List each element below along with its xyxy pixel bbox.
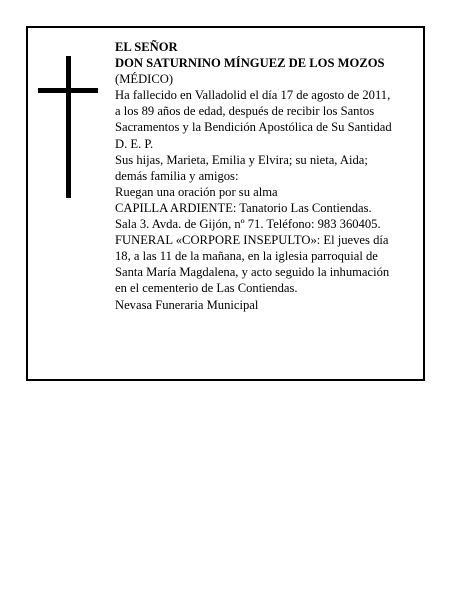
notice-line: FUNERAL «CORPORE INSEPULTO»: El jueves día — [115, 233, 389, 248]
notice-text — [115, 39, 421, 313]
notice-line: CAPILLA ARDIENTE: Tanatorio Las Contiendas. — [115, 200, 372, 215]
notice-line: en el cementerio de Las Contiendas. — [115, 281, 298, 296]
cross-icon — [38, 56, 98, 198]
funeral-home: Nevasa Funeraria Municipal — [115, 297, 259, 312]
notice-line: Santa María Magdalena, y acto seguido la inhumación — [115, 265, 390, 280]
cross-vertical-bar — [66, 56, 71, 198]
notice-line: demás familia y amigos: — [115, 168, 239, 183]
profession: (MÉDICO) — [115, 72, 174, 87]
notice-line: a los 89 años de edad, después de recibir los Santos — [115, 104, 375, 119]
notice-line: 18, a las 11 de la mañana, en la iglesia parroquial de — [115, 249, 378, 264]
notice-line: Sacramentos y la Bendición Apostólica de Su Santidad — [115, 120, 392, 135]
cross-horizontal-bar — [38, 88, 98, 93]
notice-line: Sus hijas, Marieta, Emilia y Elvira; su nieta, Aida; — [115, 152, 368, 167]
notice-line: Ruegan una oración por su alma — [115, 184, 278, 199]
notice-line: Sala 3. Avda. de Gijón, nº 71. Teléfono: 983 360405. — [115, 217, 381, 232]
notice-line: D. E. P. — [115, 136, 154, 151]
notice-line: Ha fallecido en Valladolid el día 17 de agosto de 2011, — [115, 88, 391, 103]
honorific: EL SEÑOR — [115, 40, 178, 54]
deceased-name: DON SATURNINO MÍNGUEZ DE LOS MOZOS — [115, 56, 385, 71]
obituary-notice — [26, 26, 425, 381]
